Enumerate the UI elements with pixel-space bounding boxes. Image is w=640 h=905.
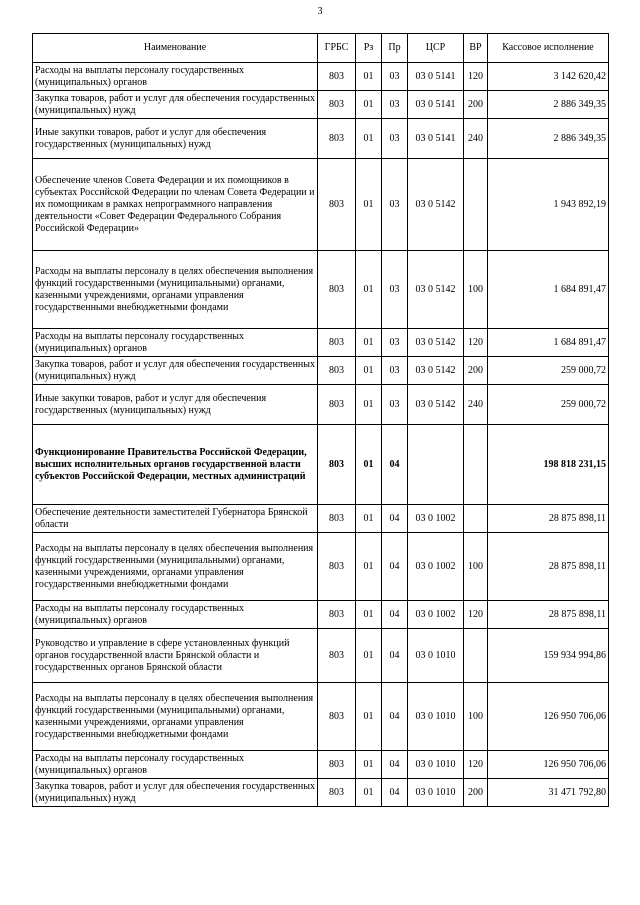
cell-pr: 04 [382, 505, 408, 533]
cell-amount: 126 950 706,06 [488, 683, 609, 751]
cell-pr: 04 [382, 683, 408, 751]
cell-vr: 200 [464, 779, 488, 807]
cell-csr: 03 0 5141 [408, 63, 464, 91]
cell-rz: 01 [356, 251, 382, 329]
header-pr: Пр [382, 34, 408, 63]
cell-amount: 126 950 706,06 [488, 751, 609, 779]
cell-pr: 04 [382, 751, 408, 779]
cell-grbs: 803 [318, 683, 356, 751]
cell-vr: 240 [464, 119, 488, 159]
table-header-row [33, 34, 609, 63]
cell-amount: 31 471 792,80 [488, 779, 609, 807]
cell-amount: 2 886 349,35 [488, 91, 609, 119]
cell-vr: 120 [464, 601, 488, 629]
cell-rz: 01 [356, 159, 382, 251]
cell-grbs: 803 [318, 357, 356, 385]
table-row [33, 629, 609, 683]
cell-amount: 159 934 994,86 [488, 629, 609, 683]
cell-rz: 01 [356, 119, 382, 159]
cell-amount: 1 684 891,47 [488, 251, 609, 329]
cell-grbs: 803 [318, 119, 356, 159]
cell-amount: 3 142 620,42 [488, 63, 609, 91]
cell-amount: 259 000,72 [488, 357, 609, 385]
cell-vr: 100 [464, 683, 488, 751]
cell-pr: 03 [382, 329, 408, 357]
cell-csr: 03 0 1010 [408, 629, 464, 683]
cell-rz: 01 [356, 779, 382, 807]
header-grbs: ГРБС [318, 34, 356, 63]
cell-name: Обеспечение членов Совета Федерации и их помощников в субъектах Российской Федерации по членам Совета Федерации и их помощникам в рамках непрограммного направления деятельности «Совет Федерации Федерального Собрания Российской Федерации» [33, 159, 318, 251]
cell-grbs: 803 [318, 251, 356, 329]
cell-name: Расходы на выплаты персоналу в целях обеспечения выполнения функций государственными (муниципальными) органами, казенными учреждениями, органами управления государственными внебюджетными фондами [33, 251, 318, 329]
cell-rz: 01 [356, 683, 382, 751]
cell-rz: 01 [356, 329, 382, 357]
cell-name: Руководство и управление в сфере установленных функций органов государственной власти Брянской области и государственных органов Брянской области [33, 629, 318, 683]
cell-pr: 04 [382, 601, 408, 629]
budget-execution-table [32, 33, 609, 807]
cell-csr: 03 0 1002 [408, 601, 464, 629]
cell-pr: 03 [382, 159, 408, 251]
cell-csr: 03 0 5142 [408, 251, 464, 329]
cell-vr: 120 [464, 63, 488, 91]
cell-pr: 03 [382, 91, 408, 119]
cell-grbs: 803 [318, 601, 356, 629]
cell-csr: 03 0 5142 [408, 385, 464, 425]
cell-amount: 198 818 231,15 [488, 425, 609, 505]
table-row [33, 683, 609, 751]
cell-name: Расходы на выплаты персоналу государственных (муниципальных) органов [33, 329, 318, 357]
table-row [33, 425, 609, 505]
cell-vr: 200 [464, 357, 488, 385]
table-row [33, 357, 609, 385]
cell-pr: 03 [382, 385, 408, 425]
cell-rz: 01 [356, 385, 382, 425]
cell-vr [464, 629, 488, 683]
cell-pr: 04 [382, 425, 408, 505]
page-number: 3 [317, 6, 323, 17]
cell-rz: 01 [356, 505, 382, 533]
table-body [33, 63, 609, 807]
cell-rz: 01 [356, 533, 382, 601]
cell-amount: 259 000,72 [488, 385, 609, 425]
table-row [33, 533, 609, 601]
cell-amount: 1 684 891,47 [488, 329, 609, 357]
cell-vr [464, 505, 488, 533]
table-row [33, 601, 609, 629]
cell-vr: 120 [464, 751, 488, 779]
table-row [33, 751, 609, 779]
cell-pr: 04 [382, 779, 408, 807]
cell-amount: 2 886 349,35 [488, 119, 609, 159]
table-row [33, 505, 609, 533]
cell-csr: 03 0 1002 [408, 533, 464, 601]
table-row [33, 779, 609, 807]
cell-amount: 28 875 898,11 [488, 601, 609, 629]
cell-grbs: 803 [318, 425, 356, 505]
cell-csr: 03 0 1010 [408, 683, 464, 751]
cell-grbs: 803 [318, 329, 356, 357]
header-name: Наименование [33, 34, 318, 63]
cell-name: Обеспечение деятельности заместителей Губернатора Брянской области [33, 505, 318, 533]
cell-vr: 240 [464, 385, 488, 425]
cell-amount: 28 875 898,11 [488, 505, 609, 533]
cell-amount: 1 943 892,19 [488, 159, 609, 251]
cell-name: Расходы на выплаты персоналу государственных (муниципальных) органов [33, 751, 318, 779]
table-row [33, 63, 609, 91]
cell-rz: 01 [356, 425, 382, 505]
cell-amount: 28 875 898,11 [488, 533, 609, 601]
cell-vr: 200 [464, 91, 488, 119]
cell-pr: 03 [382, 119, 408, 159]
table-row [33, 119, 609, 159]
cell-rz: 01 [356, 629, 382, 683]
header-rz: Рз [356, 34, 382, 63]
cell-csr: 03 0 1010 [408, 779, 464, 807]
cell-vr [464, 159, 488, 251]
cell-grbs: 803 [318, 533, 356, 601]
cell-grbs: 803 [318, 63, 356, 91]
cell-csr: 03 0 5142 [408, 329, 464, 357]
cell-csr: 03 0 1002 [408, 505, 464, 533]
cell-csr: 03 0 1010 [408, 751, 464, 779]
cell-csr: 03 0 5142 [408, 159, 464, 251]
table-row [33, 329, 609, 357]
cell-name: Расходы на выплаты персоналу в целях обеспечения выполнения функций государственными (муниципальными) органами, казенными учреждениями, органами управления государственными внебюджетными фондами [33, 533, 318, 601]
table-row [33, 385, 609, 425]
cell-pr: 04 [382, 629, 408, 683]
cell-pr: 04 [382, 533, 408, 601]
cell-csr [408, 425, 464, 505]
cell-name: Закупка товаров, работ и услуг для обеспечения государственных (муниципальных) нужд [33, 357, 318, 385]
cell-name: Иные закупки товаров, работ и услуг для обеспечения государственных (муниципальных) нужд [33, 119, 318, 159]
table-row [33, 251, 609, 329]
cell-name: Расходы на выплаты персоналу государственных (муниципальных) органов [33, 601, 318, 629]
cell-pr: 03 [382, 357, 408, 385]
cell-rz: 01 [356, 751, 382, 779]
cell-grbs: 803 [318, 505, 356, 533]
cell-rz: 01 [356, 601, 382, 629]
cell-grbs: 803 [318, 751, 356, 779]
cell-name: Иные закупки товаров, работ и услуг для обеспечения государственных (муниципальных) нужд [33, 385, 318, 425]
cell-name: Закупка товаров, работ и услуг для обеспечения государственных (муниципальных) нужд [33, 779, 318, 807]
cell-vr [464, 425, 488, 505]
cell-grbs: 803 [318, 91, 356, 119]
cell-pr: 03 [382, 251, 408, 329]
cell-vr: 100 [464, 533, 488, 601]
cell-grbs: 803 [318, 159, 356, 251]
cell-vr: 100 [464, 251, 488, 329]
header-csr: ЦСР [408, 34, 464, 63]
cell-rz: 01 [356, 357, 382, 385]
header-vr: ВР [464, 34, 488, 63]
cell-rz: 01 [356, 91, 382, 119]
cell-name: Закупка товаров, работ и услуг для обеспечения государственных (муниципальных) нужд [33, 91, 318, 119]
cell-grbs: 803 [318, 385, 356, 425]
cell-vr: 120 [464, 329, 488, 357]
cell-name: Расходы на выплаты персоналу государственных (муниципальных) органов [33, 63, 318, 91]
cell-pr: 03 [382, 63, 408, 91]
cell-grbs: 803 [318, 779, 356, 807]
cell-name: Расходы на выплаты персоналу в целях обеспечения выполнения функций государственными (муниципальными) органами, казенными учреждениями, органами управления государственными внебюджетными фондами [33, 683, 318, 751]
cell-csr: 03 0 5141 [408, 91, 464, 119]
cell-csr: 03 0 5141 [408, 119, 464, 159]
table-row [33, 159, 609, 251]
cell-name: Функционирование Правительства Российской Федерации, высших исполнительных органов государственной власти субъектов Российской Федерации, местных администраций [33, 425, 318, 505]
cell-grbs: 803 [318, 629, 356, 683]
cell-rz: 01 [356, 63, 382, 91]
cell-csr: 03 0 5142 [408, 357, 464, 385]
header-amount: Кассовое исполнение [488, 34, 609, 63]
table-row [33, 91, 609, 119]
